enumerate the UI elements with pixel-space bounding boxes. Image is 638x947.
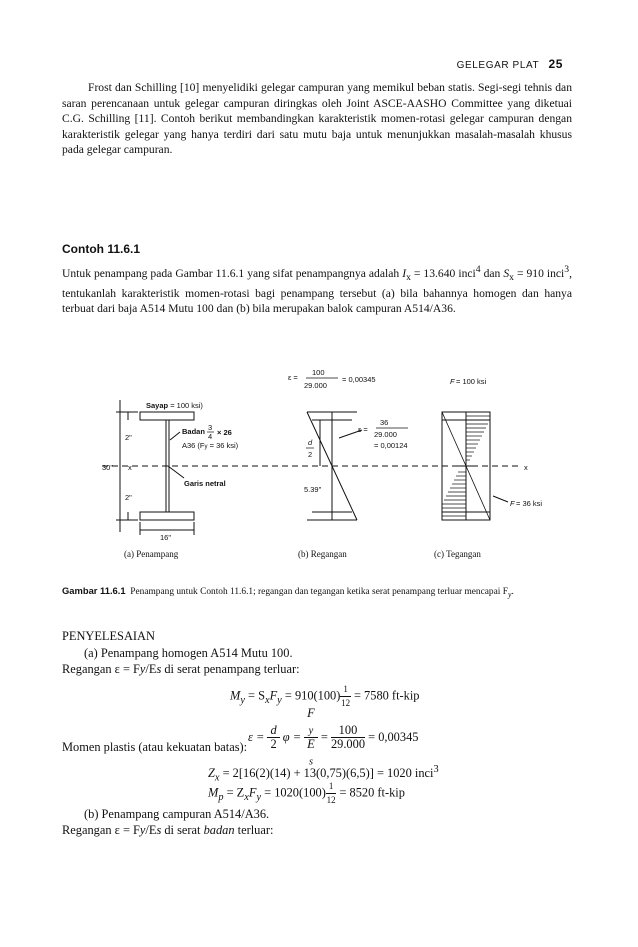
strain-line-a: Regangan ε = Fy/Es di serat penampang terluar: — [62, 662, 300, 676]
sublabel-b: (b) Regangan — [298, 549, 347, 559]
dim-2-bottom: 2" — [125, 493, 132, 502]
web-tail: × 26 — [217, 428, 232, 437]
zx-equation: $Z_x = 2[16(2)(14) + 13(0,75)(6,5)] = 1020$ inci$^3$ — [208, 764, 439, 784]
my-equation: $M_y = S_xF_y = 910(100)$ $\frac{1}{12}$ = 7580 ft-kip — [230, 684, 420, 708]
top-flange — [140, 412, 194, 420]
strain-den: 29.000 — [304, 381, 327, 390]
part-a-heading: (a) Penampang homogen A514 Mutu 100. — [84, 646, 293, 660]
web-strain-eps: ε = — [358, 425, 368, 434]
sx-sup: 3 — [564, 264, 570, 275]
caption-sub: y — [507, 589, 512, 599]
intro-paragraph — [62, 80, 572, 158]
two-label: 2 — [308, 450, 313, 459]
web-strain-den: 29.000 — [374, 430, 397, 439]
part-b-heading: (b) Penampang campuran A514/A36. — [84, 807, 270, 821]
inch4-sup: 4 — [475, 264, 481, 275]
web-frac-num: 3 — [208, 423, 213, 432]
figure-11-6-1 — [62, 360, 582, 575]
sublabel-c: (c) Tegangan — [434, 549, 481, 559]
stress-top-tail: = 100 ksi — [456, 377, 487, 386]
intro-text: Frost dan Schilling [10] menyelidiki gelegar campuran yang memikul beban statis. Segi-segi tehnis dan saran perencanaan untuk gelegar campuran diringkas oleh Joint ASCE-AASHO Committee yang diketuai C.G. Schilling [11]. Contoh berikut membandingkan karakteristik momen-rotasi gelegar campuran dengan karakteristik gelegar yang hanya terdiri dari satu mutu baja untuk menunjukkan masalah-masalah khusus pada gelegar campuran. — [62, 81, 572, 157]
flange-label: Sayap = 100 ksi) — [146, 401, 203, 410]
dim-16: 16" — [160, 533, 172, 542]
sx-sub: x — [509, 272, 514, 284]
stress-web-tail: = 36 ksi — [516, 499, 543, 508]
dan-word: dan — [480, 266, 504, 280]
strain-value: = 0,00345 — [342, 375, 376, 384]
web-strain-value: = 0,00124 — [374, 441, 408, 450]
caption-label: Gambar 11.6.1 — [62, 585, 126, 596]
mp-equation: $M_p = Z_xF_y = 1020(100)$ $\frac{1}{12}$ = 8520 ft-kip — [208, 781, 405, 805]
ix-sub: x — [406, 272, 411, 284]
strain-num: 100 — [312, 368, 325, 377]
dim-539: 5.39" — [304, 485, 322, 494]
dim-2-top: 2" — [125, 433, 132, 442]
solution-heading: PENYELESAIAN — [62, 629, 155, 643]
x-right: x — [524, 463, 528, 472]
stress-top-f: F — [450, 377, 455, 386]
inch4-label: inci — [458, 266, 476, 280]
d-label: d — [308, 438, 313, 447]
example-title: Contoh 11.6.1 — [62, 242, 141, 256]
web-frac-den: 4 — [208, 432, 213, 441]
example-text-a: Untuk penampang pada Gambar 11.6.1 yang sifat penampangnya adalah — [62, 266, 400, 280]
stress-web-f: F — [510, 499, 515, 508]
caption-text: Penampang untuk Contoh 11.6.1; regangan dan tegangan ketika serat penampang terluar mencapai F — [130, 587, 508, 597]
figure-caption — [62, 585, 574, 601]
sublabel-a: (a) Penampang — [124, 549, 179, 559]
running-title: GELEGAR PLAT — [456, 60, 540, 71]
plastic-label: Momen plastis (atau kekuatan batas): — [62, 740, 248, 754]
sx-value: = 910 inci — [513, 266, 565, 280]
running-header — [457, 57, 563, 71]
ix-value: = 13.640 — [410, 266, 456, 280]
neutral-axis-label: Garis netral — [184, 479, 226, 488]
epsilon-equation: ε = $\frac{d}{2}$ φ = F $_y$ E $_s$ = $\frac{100}{29.000}$ = 0,00345 — [248, 706, 419, 768]
caption-end: . — [511, 587, 514, 597]
example-body — [62, 262, 572, 317]
web-label: Badan — [182, 427, 205, 436]
x-left: x — [128, 463, 132, 472]
dim-30: 30" — [102, 463, 114, 472]
page-number: 25 — [548, 57, 563, 71]
strain-line-b: Regangan ε = Fy/Es di serat badan terluar: — [62, 823, 274, 837]
web-strain-num: 36 — [380, 418, 389, 427]
bottom-flange — [140, 512, 194, 520]
sx-symbol: S — [503, 266, 510, 280]
ix-symbol: I — [402, 266, 407, 280]
example-text-b: , tentukanlah karakteristik momen-rotasi bagi penampang tersebut (a) bila bahannya homogen dan hanya terbuat dari baja A514 Mutu 100 dan (b) bila merupakan balok campuran A514/A36. — [62, 266, 572, 316]
web-steel: A36 (Fy = 36 ksi) — [182, 441, 239, 450]
strain-eps-label: ε = — [288, 373, 298, 382]
